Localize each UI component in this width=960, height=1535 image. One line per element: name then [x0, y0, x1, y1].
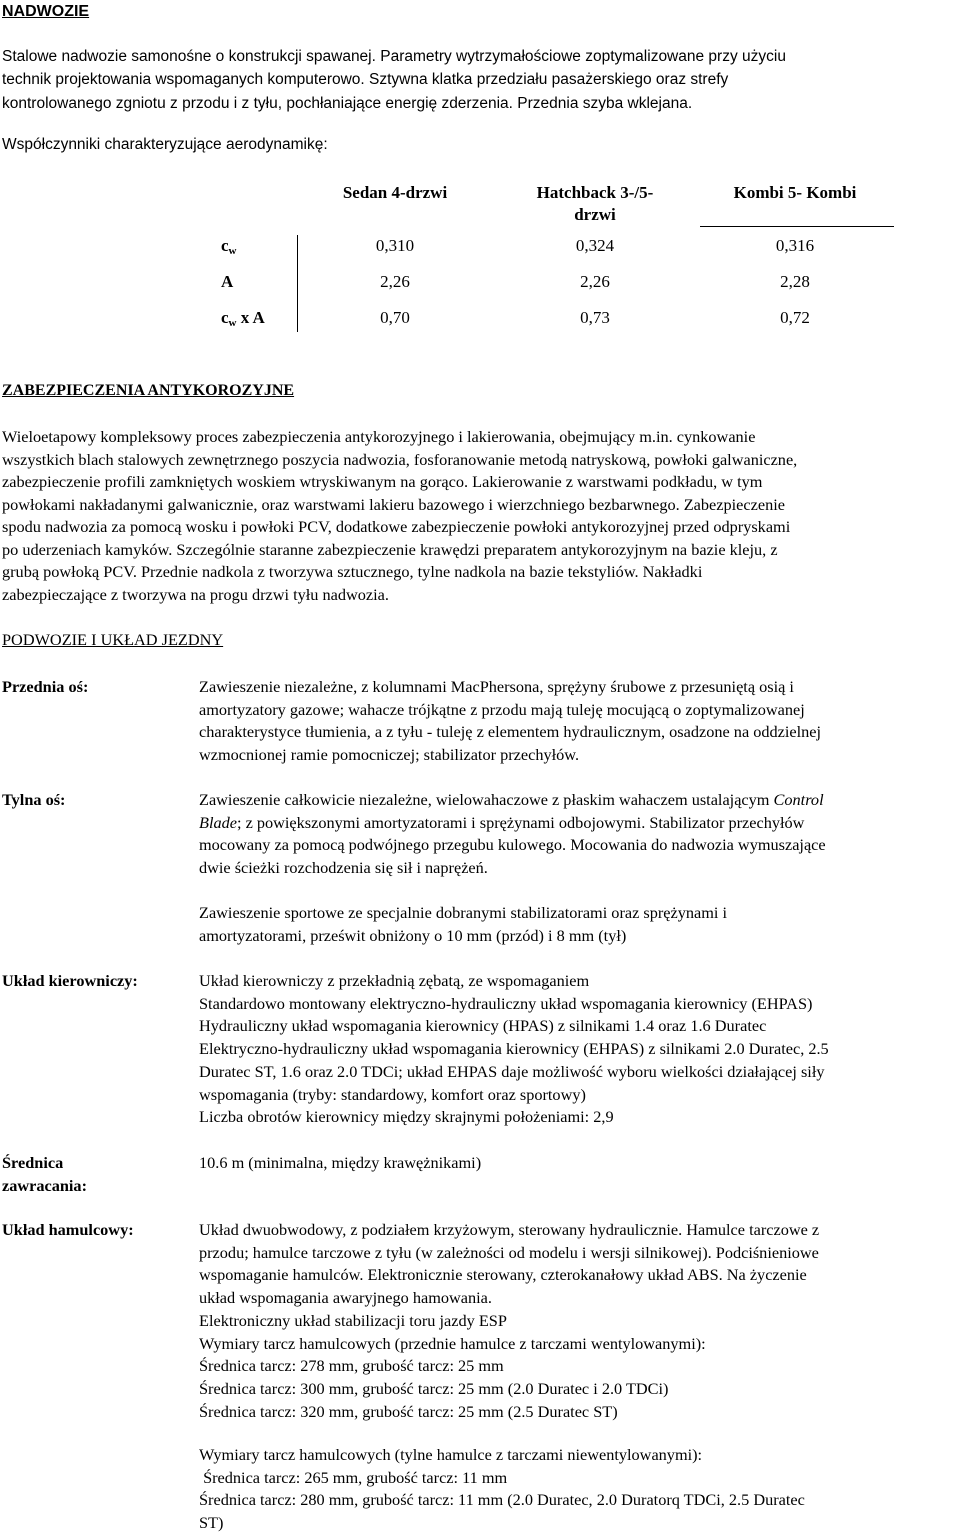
desc-line: Układ kierowniczy z przekładnią zębatą, ze wspomaganiem	[199, 971, 590, 990]
section-heading-podwozie: PODWOZIE I UKŁAD JEZDNY	[2, 630, 224, 649]
label-tylna-os: Tylna oś:	[2, 790, 66, 809]
label-przednia-os: Przednia oś:	[2, 677, 89, 696]
desc-line: mocowany za pomocą podwójnego przegubu kulowego. Mocowania do nadwozia wymuszające	[199, 835, 826, 855]
row-label-a: A	[221, 272, 234, 291]
desc-line: Elektroniczny układ stabilizacji toru jazdy ESP	[199, 1310, 507, 1330]
value-cw-kombi: 0,316	[775, 236, 815, 255]
col-header-hatchback-line2: drzwi	[574, 205, 616, 224]
desc-line: Średnica tarcz: 320 mm, grubość tarcz: 25 mm (2.5 Duratec ST)	[199, 1401, 618, 1421]
paragraph-line: wszystkich blach stalowych zewnętrznego poszycia nadwozia, fosforanowanie metodą natryskową, powłoki galwaniczne,	[2, 449, 798, 469]
nadwozie-paragraph	[2, 45, 786, 115]
label-uklad-kierowniczy: Układ kierowniczy:	[2, 971, 138, 990]
desc-line: wzmocnionej ramie pomocniczej; stabilizator przechyłów.	[199, 745, 580, 765]
value-cw-hatchback: 0,324	[575, 236, 615, 255]
desc-line: Średnica tarcz: 280 mm, grubość tarcz: 11 mm (2.0 Duratec, 2.0 Duratorq TDCi, 2.5 Duratec	[199, 1490, 805, 1510]
desc-line: przodu; hamulce tarczowe z tyłu (w zależności od modelu i wersji silnikowej). Podciśnieniowe	[199, 1242, 819, 1262]
desc-line: Wymiary tarcz hamulcowych (tylne hamulce z tarczami niewentylowanymi):	[199, 1445, 703, 1464]
col-header-kombi: Kombi 5- Kombi	[733, 183, 857, 202]
desc-hamulce-tylne	[199, 1444, 960, 1535]
desc-line: Zawieszenie całkowicie niezależne, wielowahaczowe z płaskim wahaczem ustalającym Control	[199, 790, 824, 809]
section-heading-zabezpieczenia: ZABEZPIECZENIA ANTYKOROZYJNE	[2, 382, 295, 399]
row-label-cwxa: $c_w$ x A	[221, 308, 265, 329]
value-a-sedan: 2,26	[380, 272, 410, 291]
label-uklad-hamulcowy: Układ hamulcowy:	[2, 1220, 134, 1239]
desc-line: Elektryczno-hydrauliczny układ wspomagania kierownicy (EHPAS) z silnikami 2.0 Duratec, 2.5	[199, 1039, 829, 1059]
value-cwxa-hatchback: 0,73	[580, 308, 610, 327]
desc-srednica-zawracania	[199, 1152, 960, 1175]
zabezpieczenia-paragraph	[2, 426, 960, 606]
label-srednica-zawracania: Średnica zawracania:	[2, 1153, 87, 1195]
table-divider	[297, 235, 298, 332]
desc-line: Standardowo montowany elektryczno-hydrauliczny układ wspomagania kierownicy (EHPAS)	[199, 993, 813, 1013]
desc-line: amortyzatorami, prześwit obniżony o 10 mm (przód) i 8 mm (tył)	[199, 925, 627, 945]
desc-tylna-os-sport	[199, 902, 960, 947]
paragraph-line: kontrolowanego zgniotu z przodu i z tyłu, pochłaniające energię zderzenia. Przednia szyba wklejana.	[2, 94, 693, 112]
value-cwxa-sedan: 0,70	[380, 308, 410, 327]
desc-line: Zawieszenie sportowe ze specjalnie dobranymi stabilizatorami oraz sprężynami i	[199, 903, 728, 922]
desc-line: Zawieszenie niezależne, z kolumnami MacPhersona, sprężyny śrubowe z przesuniętą osią i	[199, 677, 794, 696]
aero-intro: Współczynniki charakteryzujące aerodynamikę:	[2, 136, 328, 153]
paragraph-line: Wieloetapowy kompleksowy proces zabezpieczenia antykorozyjnego i lakierowania, obejmujący m.in. cynkowanie	[2, 427, 756, 446]
value-cwxa-kombi: 0,72	[780, 308, 810, 327]
col-header-hatchback	[500, 182, 690, 226]
desc-line: układ wspomagania awaryjnego hamowania.	[199, 1288, 492, 1308]
desc-line: ST)	[199, 1513, 224, 1533]
value-a-hatchback: 2,26	[580, 272, 610, 291]
section-heading-nadwozie: NADWOZIE	[2, 3, 90, 20]
paragraph-line: zabezpieczenie profili zamkniętych woskiem wtryskiwanym na gorąco. Lakierowanie z warstwami podkładu, w tym	[2, 472, 763, 491]
desc-line: wspomaganie hamulców. Elektronicznie sterowany, czterokanałowy układ ABS. Na życzenie	[199, 1265, 807, 1285]
desc-line: Układ dwuobwodowy, z podziałem krzyżowym, sterowany hydraulicznie. Hamulce tarczowe z	[199, 1220, 820, 1239]
paragraph-line: technik projektowania wspomaganych komputerowo. Sztywna klatka przedziału pasażerskiego oraz strefy	[2, 71, 729, 89]
desc-line: Średnica tarcz: 278 mm, grubość tarcz: 25 mm	[199, 1356, 504, 1376]
paragraph-line: spodu nadwozia za pomocą wosku i powłoki PCV, dodatkowe zabezpieczenie powłoki antykorozyjnej przed odpryskami	[2, 517, 791, 536]
row-label-cw: $c_w$	[221, 236, 237, 257]
paragraph-line: grubą powłoką PCV. Przednie nadkola z tworzywa sztucznego, tylne nadkola na bazie tekstyliów. Nakładki	[2, 562, 703, 581]
value-cw-sedan: 0,310	[375, 236, 415, 255]
desc-line: dwie ścieżki rozchodzenia się sił i naprężeń.	[199, 858, 488, 878]
desc-tylna-os	[199, 789, 960, 880]
col-header-hatchback-line1: Hatchback 3-/5-	[536, 183, 654, 202]
paragraph-line: Stalowe nadwozie samonośne o konstrukcji spawanej. Parametry wytrzymałościowe zoptymalizowane przy użyciu	[2, 48, 786, 65]
header-underline	[700, 226, 894, 227]
desc-line: amortyzatory gazowe; wahacze trójkątne z przodu mają tuleję mocującą o zoptymalizowanej	[199, 699, 805, 719]
desc-line: Wymiary tarcz hamulcowych (przednie hamulce z tarczami wentylowanymi):	[199, 1333, 706, 1353]
desc-uklad-kierowniczy	[199, 970, 960, 1129]
desc-line: Blade; z powiększonymi amortyzatorami i sprężynami odbojowymi. Stabilizator przechyłów	[199, 812, 805, 832]
col-header-sedan: Sedan 4-drzwi	[342, 183, 448, 202]
desc-line: Średnica tarcz: 265 mm, grubość tarcz: 11 mm	[199, 1467, 508, 1487]
desc-line: 10.6 m (minimalna, między krawężnikami)	[199, 1153, 482, 1172]
paragraph-line: zabezpieczające z tworzywa na progu drzwi tyłu nadwozia.	[2, 584, 389, 604]
desc-przednia-os	[199, 676, 960, 767]
desc-line: Duratec ST, 1.6 oraz 2.0 TDCi; układ EHPAS daje możliwość wyboru wielkości działającej siły	[199, 1061, 825, 1081]
paragraph-line: po uderzeniach kamyków. Szczególnie staranne zabezpieczenie krawędzi preparatem antykorozyjnym na bazie kleju, z	[2, 539, 778, 559]
desc-line: Liczba obrotów kierownicy między skrajnymi położeniami: 2,9	[199, 1107, 614, 1127]
paragraph-line: powłokami nakładanymi galwanicznie, oraz warstwami lakieru bazowego i wierzchniego bezbarwnego. Zabezpieczenie	[2, 494, 785, 514]
desc-uklad-hamulcowy	[199, 1219, 960, 1423]
desc-line: charakterystyce tłumienia, a z tyłu - tuleję z elementem hydraulicznym, osadzone na oddzielnej	[199, 722, 822, 742]
desc-line: wspomagania (tryby: standardowy, komfort oraz sportowy)	[199, 1084, 586, 1104]
desc-line: Średnica tarcz: 300 mm, grubość tarcz: 25 mm (2.0 Duratec i 2.0 TDCi)	[199, 1378, 669, 1398]
value-a-kombi: 2,28	[780, 272, 810, 291]
desc-line: Hydrauliczny układ wspomagania kierownicy (HPAS) z silnikami 1.4 oraz 1.6 Duratec	[199, 1016, 767, 1036]
